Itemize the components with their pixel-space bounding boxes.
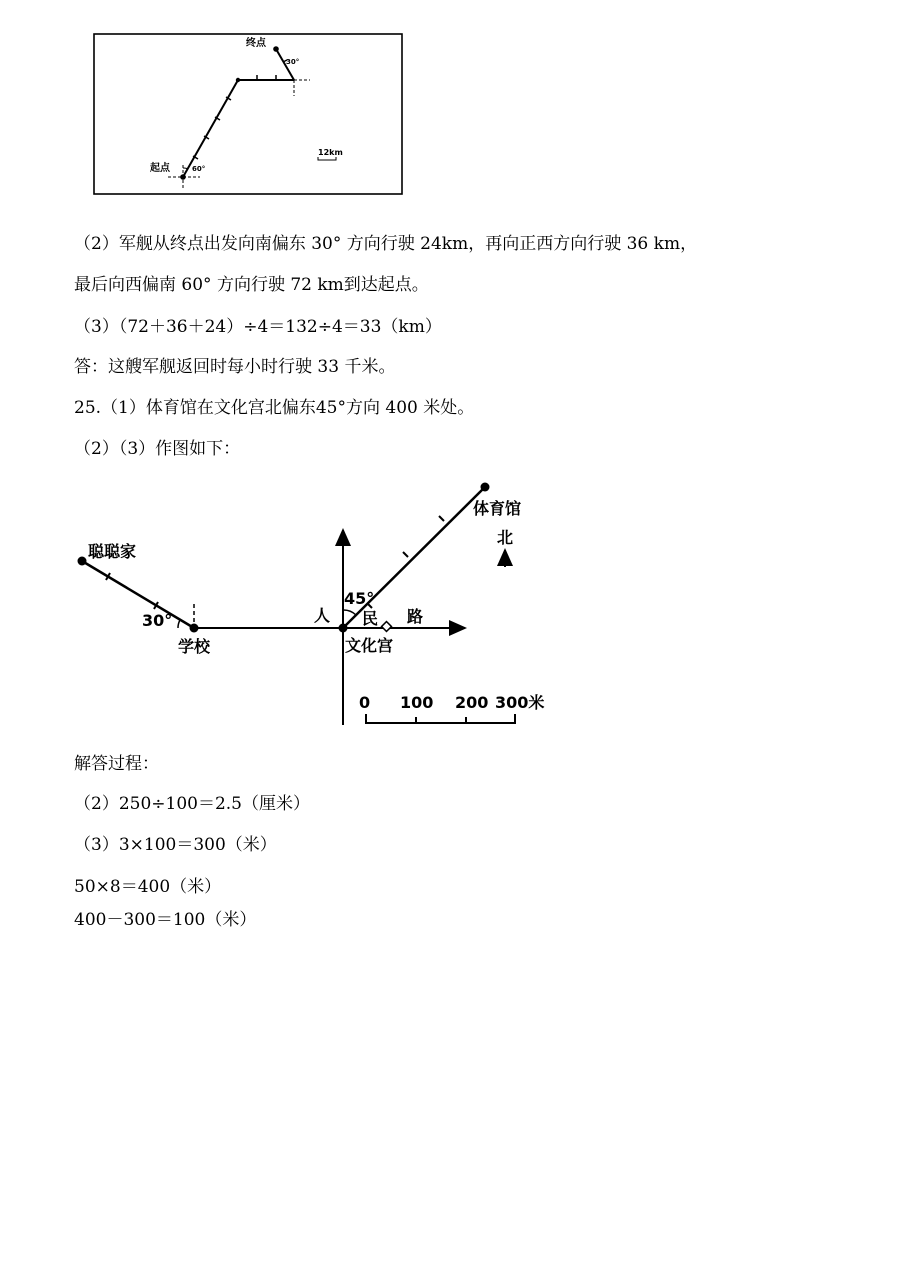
angle-arc-school (178, 620, 180, 628)
angle-school-label: 30° (142, 611, 173, 630)
north-label: 北 (497, 528, 514, 547)
culture-palace-point (339, 624, 348, 633)
angle-arc-center (343, 610, 356, 615)
text-line: （2）250÷100＝2.5（厘米） (74, 794, 310, 814)
text-line: （3）3×100＝300（米） (74, 835, 277, 855)
end-label: 终点 (246, 38, 266, 49)
map-diagram (0, 470, 906, 770)
scale-tick-label: 100 (400, 693, 434, 712)
scale-bar (366, 714, 515, 723)
scale-tick-label: 300米 (495, 693, 545, 712)
gym-label: 体育馆 (473, 499, 522, 518)
angle-end-label: 30° (286, 58, 300, 66)
angle-arc-start (183, 168, 188, 169)
school-label: 学校 (178, 637, 211, 656)
warship-route-diagram (0, 0, 906, 200)
scale-tick-label: 200 (455, 693, 489, 712)
text-line: 50×8＝400（米） (74, 877, 222, 897)
road-char-lu: 路 (407, 607, 424, 626)
text-line: （3）（72＋36＋24）÷4＝132÷4＝33（km） (74, 317, 442, 337)
end-point (273, 46, 279, 52)
direction-dashes (168, 80, 310, 190)
text-line: 解答过程： (74, 754, 159, 774)
text-line: 400－300＝100（米） (74, 910, 257, 930)
text-line: 答：这艘军舰返回时每小时行驶 33 千米。 (74, 357, 396, 377)
school-to-home-line (82, 561, 194, 628)
scale-label: 12km (318, 148, 343, 157)
text-line: 25.（1）体育馆在文化宫北偏东45°方向 400 米处。 (74, 398, 475, 418)
home-label: 聪聪家 (88, 542, 137, 561)
route-path (183, 80, 294, 177)
route-ticks (193, 60, 287, 159)
culture-palace-label: 文化宫 (345, 636, 394, 655)
angle-center-label: 45° (344, 589, 375, 608)
road-char-min: 民 (362, 609, 379, 628)
text-line: （2）（3）作图如下： (74, 439, 241, 459)
diamond-marker (382, 622, 392, 632)
home-point (78, 557, 87, 566)
road-char-ren: 人 (314, 606, 331, 625)
start-label: 起点 (150, 163, 170, 174)
scale-tick-label: 0 (359, 693, 371, 712)
scale-bar (318, 157, 336, 160)
turn-point (236, 78, 240, 82)
angle-start-label: 60° (192, 165, 206, 173)
text-line: 最后向西偏南 60° 方向行驶 72 km到达起点。 (74, 275, 429, 295)
diagram-frame (94, 34, 402, 194)
text-line: （2）军舰从终点出发向南偏东 30° 方向行驶 24km，再向正西方向行驶 36 km， (74, 234, 698, 254)
gym-point (481, 483, 490, 492)
